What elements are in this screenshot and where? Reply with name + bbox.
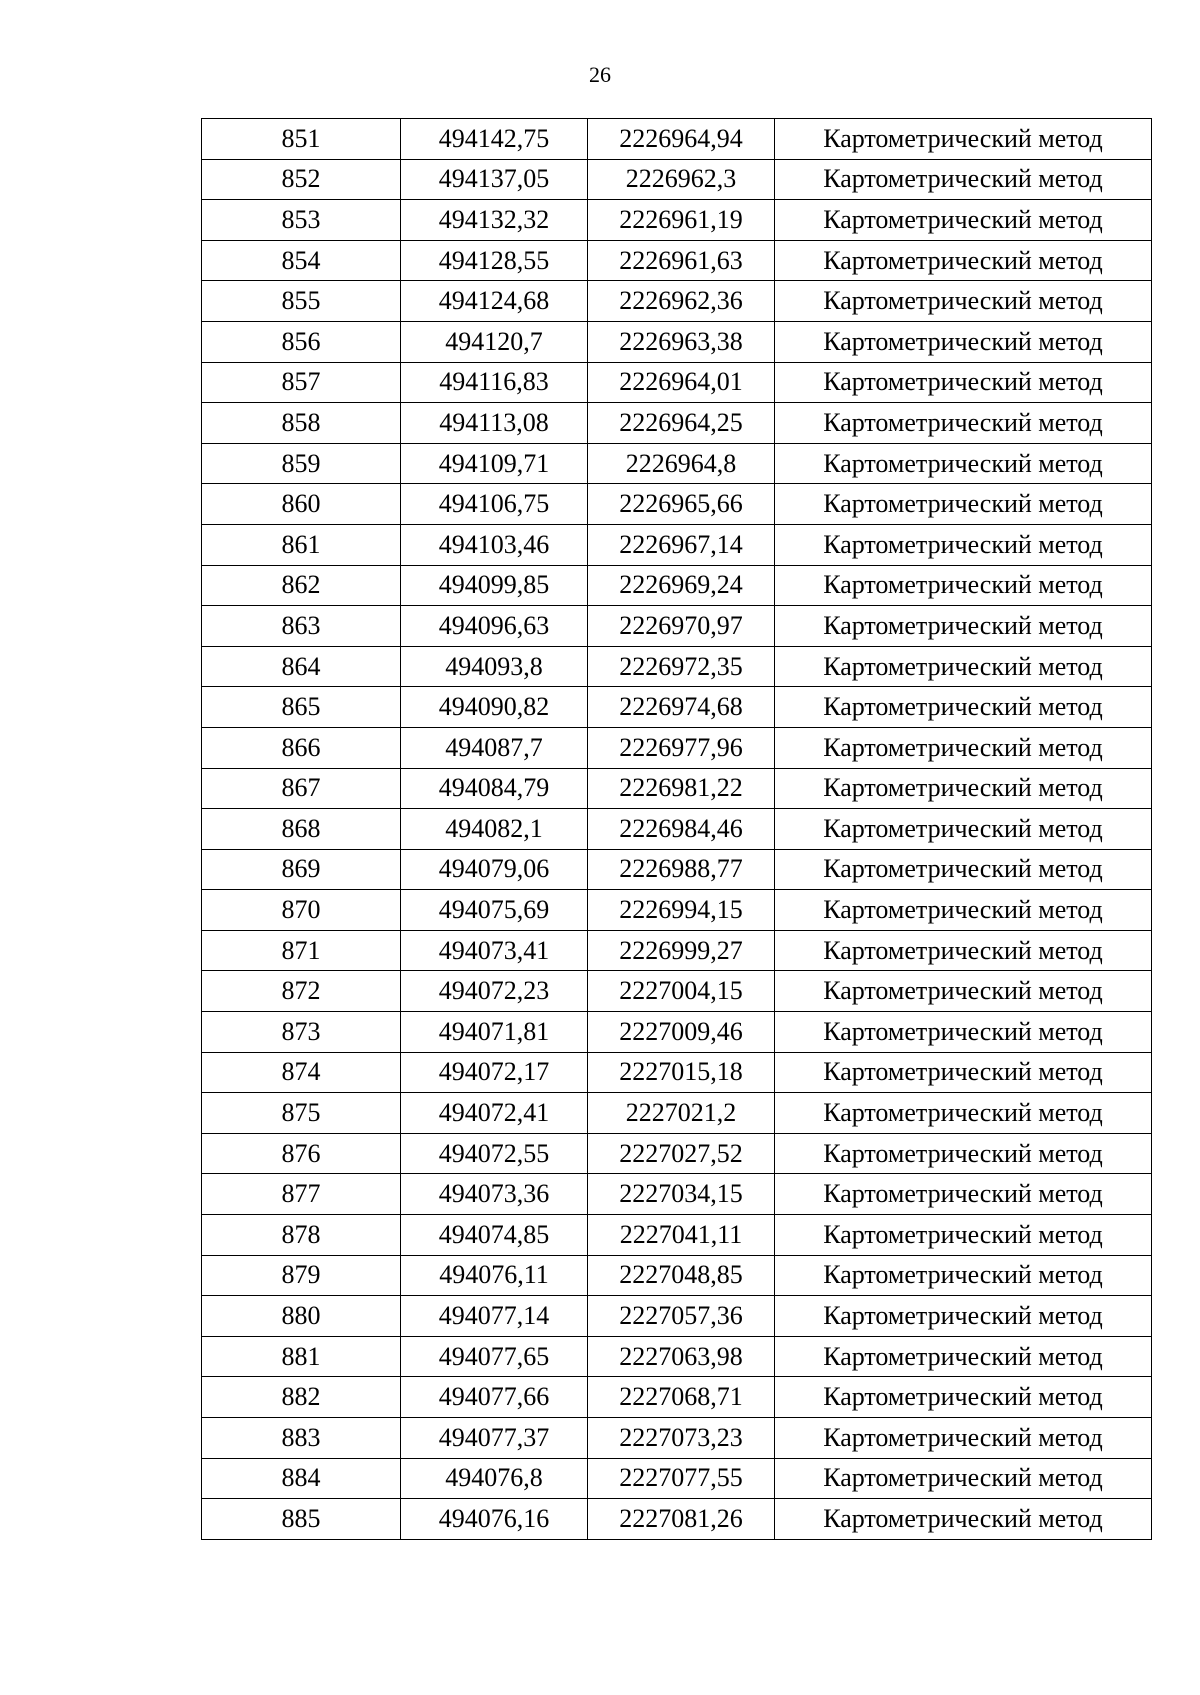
- point-number-cell: 852: [202, 159, 401, 200]
- table-row: [202, 524, 1152, 565]
- point-number-cell: 856: [202, 321, 401, 362]
- table-row: [202, 119, 1152, 160]
- x-coordinate-cell: 494106,75: [401, 484, 588, 525]
- y-coordinate-cell: 2226972,35: [588, 646, 775, 687]
- x-coordinate-cell: 494076,16: [401, 1499, 588, 1540]
- point-number-cell: 862: [202, 565, 401, 606]
- x-coordinate-cell: 494079,06: [401, 849, 588, 890]
- y-coordinate-cell: 2226964,94: [588, 119, 775, 160]
- y-coordinate-cell: 2227021,2: [588, 1093, 775, 1134]
- point-number-cell: 864: [202, 646, 401, 687]
- y-coordinate-cell: 2226988,77: [588, 849, 775, 890]
- y-coordinate-cell: 2226969,24: [588, 565, 775, 606]
- y-coordinate-cell: 2226963,38: [588, 321, 775, 362]
- table-row: [202, 240, 1152, 281]
- x-coordinate-cell: 494093,8: [401, 646, 588, 687]
- y-coordinate-cell: 2227077,55: [588, 1458, 775, 1499]
- x-coordinate-cell: 494128,55: [401, 240, 588, 281]
- x-coordinate-cell: 494142,75: [401, 119, 588, 160]
- method-cell: Картометрический метод: [775, 1133, 1152, 1174]
- y-coordinate-cell: 2227004,15: [588, 971, 775, 1012]
- table-row: [202, 281, 1152, 322]
- method-cell: Картометрический метод: [775, 1052, 1152, 1093]
- table-row: [202, 403, 1152, 444]
- table-row: [202, 1336, 1152, 1377]
- y-coordinate-cell: 2227034,15: [588, 1174, 775, 1215]
- x-coordinate-cell: 494077,66: [401, 1377, 588, 1418]
- y-coordinate-cell: 2226961,19: [588, 200, 775, 241]
- method-cell: Картометрический метод: [775, 687, 1152, 728]
- point-number-cell: 879: [202, 1255, 401, 1296]
- point-number-cell: 885: [202, 1499, 401, 1540]
- table-row: [202, 727, 1152, 768]
- point-number-cell: 854: [202, 240, 401, 281]
- y-coordinate-cell: 2226964,01: [588, 362, 775, 403]
- x-coordinate-cell: 494096,63: [401, 606, 588, 647]
- y-coordinate-cell: 2226994,15: [588, 890, 775, 931]
- table-row: [202, 159, 1152, 200]
- table-row: [202, 1133, 1152, 1174]
- y-coordinate-cell: 2226964,25: [588, 403, 775, 444]
- table-row: [202, 1458, 1152, 1499]
- point-number-cell: 855: [202, 281, 401, 322]
- table-row: [202, 1174, 1152, 1215]
- method-cell: Картометрический метод: [775, 1215, 1152, 1256]
- table-row: [202, 1296, 1152, 1337]
- point-number-cell: 873: [202, 1012, 401, 1053]
- method-cell: Картометрический метод: [775, 119, 1152, 160]
- table-row: [202, 1418, 1152, 1459]
- point-number-cell: 851: [202, 119, 401, 160]
- x-coordinate-cell: 494116,83: [401, 362, 588, 403]
- point-number-cell: 882: [202, 1377, 401, 1418]
- method-cell: Картометрический метод: [775, 1255, 1152, 1296]
- method-cell: Картометрический метод: [775, 930, 1152, 971]
- method-cell: Картометрический метод: [775, 200, 1152, 241]
- y-coordinate-cell: 2226962,3: [588, 159, 775, 200]
- method-cell: Картометрический метод: [775, 1418, 1152, 1459]
- y-coordinate-cell: 2227027,52: [588, 1133, 775, 1174]
- table-row: [202, 443, 1152, 484]
- y-coordinate-cell: 2227068,71: [588, 1377, 775, 1418]
- y-coordinate-cell: 2226970,97: [588, 606, 775, 647]
- point-number-cell: 880: [202, 1296, 401, 1337]
- x-coordinate-cell: 494072,23: [401, 971, 588, 1012]
- y-coordinate-cell: 2226962,36: [588, 281, 775, 322]
- x-coordinate-cell: 494072,55: [401, 1133, 588, 1174]
- y-coordinate-cell: 2226977,96: [588, 727, 775, 768]
- method-cell: Картометрический метод: [775, 727, 1152, 768]
- x-coordinate-cell: 494077,65: [401, 1336, 588, 1377]
- x-coordinate-cell: 494073,36: [401, 1174, 588, 1215]
- y-coordinate-cell: 2227041,11: [588, 1215, 775, 1256]
- table-row: [202, 1255, 1152, 1296]
- point-number-cell: 866: [202, 727, 401, 768]
- method-cell: Картометрический метод: [775, 524, 1152, 565]
- table-row: [202, 565, 1152, 606]
- table-row: [202, 930, 1152, 971]
- method-cell: Картометрический метод: [775, 971, 1152, 1012]
- table-row: [202, 200, 1152, 241]
- method-cell: Картометрический метод: [775, 159, 1152, 200]
- point-number-cell: 867: [202, 768, 401, 809]
- method-cell: Картометрический метод: [775, 1296, 1152, 1337]
- table-row: [202, 362, 1152, 403]
- method-cell: Картометрический метод: [775, 809, 1152, 850]
- y-coordinate-cell: 2226961,63: [588, 240, 775, 281]
- point-number-cell: 883: [202, 1418, 401, 1459]
- method-cell: Картометрический метод: [775, 890, 1152, 931]
- table-row: [202, 1052, 1152, 1093]
- x-coordinate-cell: 494124,68: [401, 281, 588, 322]
- x-coordinate-cell: 494113,08: [401, 403, 588, 444]
- point-number-cell: 863: [202, 606, 401, 647]
- y-coordinate-cell: 2226974,68: [588, 687, 775, 728]
- method-cell: Картометрический метод: [775, 240, 1152, 281]
- point-number-cell: 861: [202, 524, 401, 565]
- point-number-cell: 857: [202, 362, 401, 403]
- table-row: [202, 1012, 1152, 1053]
- x-coordinate-cell: 494076,8: [401, 1458, 588, 1499]
- y-coordinate-cell: 2227057,36: [588, 1296, 775, 1337]
- method-cell: Картометрический метод: [775, 1093, 1152, 1134]
- y-coordinate-cell: 2227073,23: [588, 1418, 775, 1459]
- point-number-cell: 868: [202, 809, 401, 850]
- method-cell: Картометрический метод: [775, 606, 1152, 647]
- x-coordinate-cell: 494072,17: [401, 1052, 588, 1093]
- x-coordinate-cell: 494071,81: [401, 1012, 588, 1053]
- y-coordinate-cell: 2226981,22: [588, 768, 775, 809]
- table-row: [202, 484, 1152, 525]
- method-cell: Картометрический метод: [775, 1012, 1152, 1053]
- x-coordinate-cell: 494137,05: [401, 159, 588, 200]
- table-row: [202, 606, 1152, 647]
- point-number-cell: 877: [202, 1174, 401, 1215]
- point-number-cell: 875: [202, 1093, 401, 1134]
- point-number-cell: 859: [202, 443, 401, 484]
- method-cell: Картометрический метод: [775, 281, 1152, 322]
- y-coordinate-cell: 2227081,26: [588, 1499, 775, 1540]
- method-cell: Картометрический метод: [775, 849, 1152, 890]
- x-coordinate-cell: 494077,37: [401, 1418, 588, 1459]
- point-number-cell: 884: [202, 1458, 401, 1499]
- y-coordinate-cell: 2227009,46: [588, 1012, 775, 1053]
- y-coordinate-cell: 2227015,18: [588, 1052, 775, 1093]
- y-coordinate-cell: 2227063,98: [588, 1336, 775, 1377]
- x-coordinate-cell: 494132,32: [401, 200, 588, 241]
- y-coordinate-cell: 2226999,27: [588, 930, 775, 971]
- y-coordinate-cell: 2226964,8: [588, 443, 775, 484]
- table-row: [202, 768, 1152, 809]
- method-cell: Картометрический метод: [775, 1499, 1152, 1540]
- x-coordinate-cell: 494090,82: [401, 687, 588, 728]
- table-row: [202, 890, 1152, 931]
- table-row: [202, 1093, 1152, 1134]
- method-cell: Картометрический метод: [775, 1336, 1152, 1377]
- x-coordinate-cell: 494120,7: [401, 321, 588, 362]
- table-row: [202, 687, 1152, 728]
- x-coordinate-cell: 494076,11: [401, 1255, 588, 1296]
- coordinates-table-body: [202, 119, 1152, 1540]
- y-coordinate-cell: 2226967,14: [588, 524, 775, 565]
- method-cell: Картометрический метод: [775, 1174, 1152, 1215]
- method-cell: Картометрический метод: [775, 403, 1152, 444]
- point-number-cell: 865: [202, 687, 401, 728]
- point-number-cell: 870: [202, 890, 401, 931]
- x-coordinate-cell: 494099,85: [401, 565, 588, 606]
- point-number-cell: 876: [202, 1133, 401, 1174]
- method-cell: Картометрический метод: [775, 565, 1152, 606]
- method-cell: Картометрический метод: [775, 1458, 1152, 1499]
- x-coordinate-cell: 494077,14: [401, 1296, 588, 1337]
- point-number-cell: 858: [202, 403, 401, 444]
- x-coordinate-cell: 494082,1: [401, 809, 588, 850]
- method-cell: Картометрический метод: [775, 646, 1152, 687]
- y-coordinate-cell: 2226984,46: [588, 809, 775, 850]
- point-number-cell: 871: [202, 930, 401, 971]
- page-number: 26: [589, 62, 611, 87]
- x-coordinate-cell: 494072,41: [401, 1093, 588, 1134]
- x-coordinate-cell: 494103,46: [401, 524, 588, 565]
- x-coordinate-cell: 494087,7: [401, 727, 588, 768]
- table-row: [202, 971, 1152, 1012]
- table-row: [202, 809, 1152, 850]
- point-number-cell: 881: [202, 1336, 401, 1377]
- method-cell: Картометрический метод: [775, 768, 1152, 809]
- method-cell: Картометрический метод: [775, 321, 1152, 362]
- point-number-cell: 872: [202, 971, 401, 1012]
- coordinates-table: [201, 118, 1152, 1540]
- table-row: [202, 1377, 1152, 1418]
- y-coordinate-cell: 2227048,85: [588, 1255, 775, 1296]
- x-coordinate-cell: 494075,69: [401, 890, 588, 931]
- method-cell: Картометрический метод: [775, 484, 1152, 525]
- point-number-cell: 869: [202, 849, 401, 890]
- x-coordinate-cell: 494074,85: [401, 1215, 588, 1256]
- x-coordinate-cell: 494109,71: [401, 443, 588, 484]
- y-coordinate-cell: 2226965,66: [588, 484, 775, 525]
- table-row: [202, 646, 1152, 687]
- table-row: [202, 321, 1152, 362]
- method-cell: Картометрический метод: [775, 443, 1152, 484]
- method-cell: Картометрический метод: [775, 362, 1152, 403]
- table-row: [202, 1215, 1152, 1256]
- table-row: [202, 1499, 1152, 1540]
- x-coordinate-cell: 494084,79: [401, 768, 588, 809]
- method-cell: Картометрический метод: [775, 1377, 1152, 1418]
- point-number-cell: 874: [202, 1052, 401, 1093]
- table-row: [202, 849, 1152, 890]
- x-coordinate-cell: 494073,41: [401, 930, 588, 971]
- point-number-cell: 860: [202, 484, 401, 525]
- point-number-cell: 853: [202, 200, 401, 241]
- point-number-cell: 878: [202, 1215, 401, 1256]
